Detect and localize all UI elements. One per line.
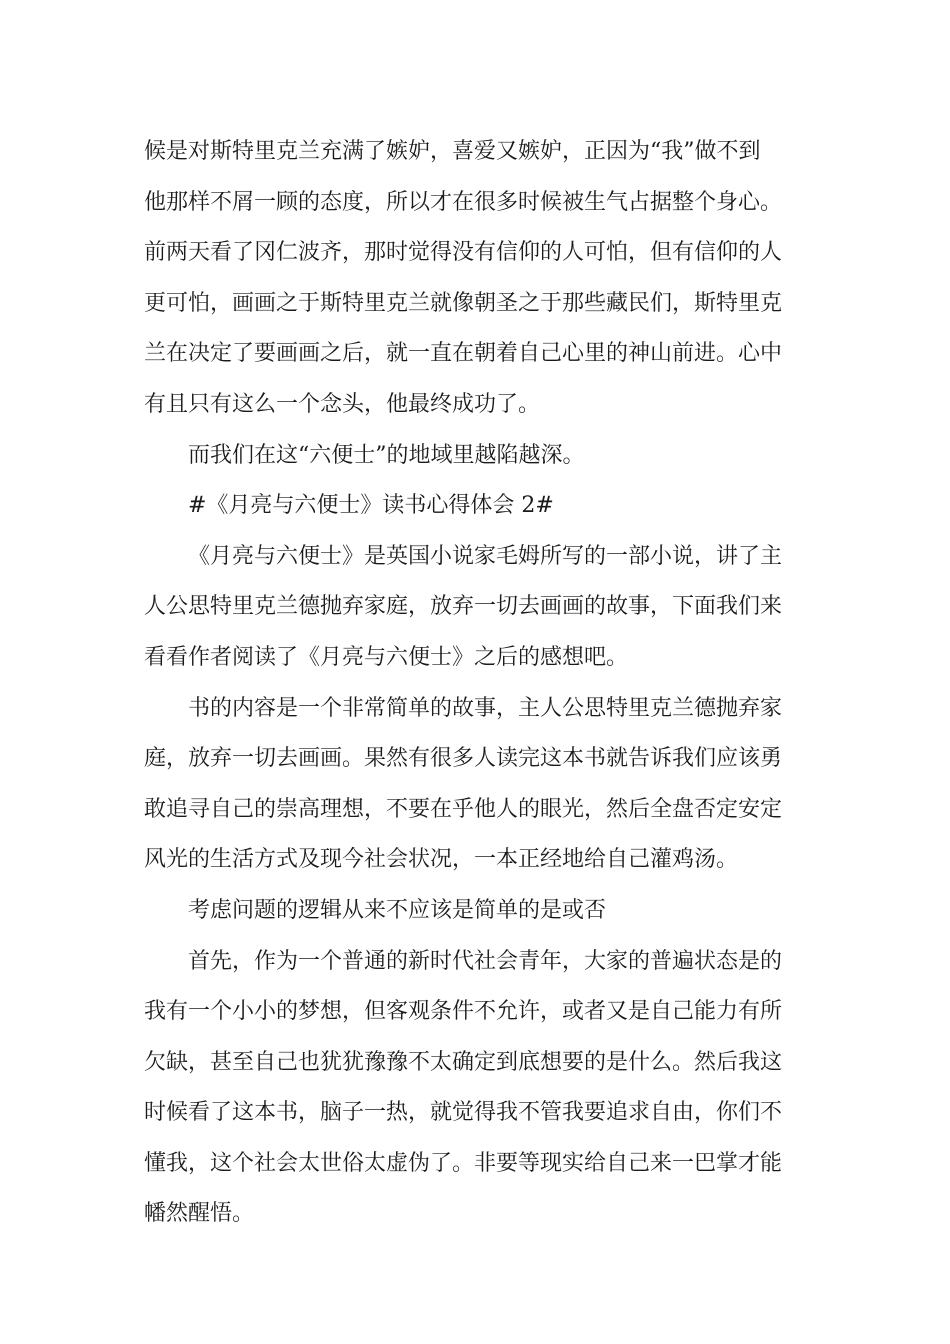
paragraph-2 [144, 431, 808, 482]
text-line: 有且只有这么一个念头，他最终成功了。 [144, 391, 541, 417]
paragraph-7 [144, 937, 808, 1241]
text-line: 候是对斯特里克兰充满了嫉妒，喜爱又嫉妒，正因为“我”做不到 [144, 139, 761, 164]
text-line: 而我们在这“六便士”的地域里越陷越深。 [188, 442, 585, 468]
text-line: 我有一个小小的梦想，但客观条件不允许，或者又是自己能力有所 [144, 999, 783, 1025]
text-line: 幡然醒悟。 [144, 1201, 255, 1227]
text-line: 他那样不屑一顾的态度，所以才在很多时候被生气占据整个身心。 [144, 189, 783, 215]
text-line: 《月亮与六便士》是英国小说家毛姆所写的一部小说，讲了主 [188, 543, 783, 569]
paragraph-1 [144, 127, 808, 431]
text-line: 庭，放弃一切去画画。果然有很多人读完这本书就告诉我们应该勇 [144, 746, 783, 772]
text-line: 人公思特里克兰德抛弃家庭，放弃一切去画画的故事，下面我们来 [144, 594, 783, 620]
text-line: 风光的生活方式及现今社会状况，一本正经地给自己灌鸡汤。 [144, 847, 739, 873]
text-line: 敢追寻自己的崇高理想，不要在乎他人的眼光，然后全盘否定安定 [144, 796, 783, 822]
text-line: 书的内容是一个非常简单的故事，主人公思特里克兰德抛弃家 [188, 695, 783, 721]
heading-line: #《月亮与六便士》读书心得体会 2# [188, 493, 554, 519]
text-line: 懂我，这个社会太世俗太虚伪了。非要等现实给自己来一巴掌才能 [144, 1150, 783, 1176]
section-heading [144, 481, 808, 532]
paragraph-5 [144, 684, 808, 886]
text-line: 兰在决定了要画画之后，就一直在朝着自己心里的神山前进。心中 [144, 341, 783, 367]
text-line: 首先，作为一个普通的新时代社会青年，大家的普遍状态是的 [188, 948, 783, 974]
text-line: 时候看了这本书，脑子一热，就觉得我不管我要追求自由，你们不 [144, 1100, 783, 1126]
text-line: 考虑问题的逻辑从来不应该是简单的是或否 [188, 897, 607, 923]
text-line: 前两天看了冈仁波齐，那时觉得没有信仰的人可怕，但有信仰的人 [144, 240, 783, 266]
paragraph-4 [144, 532, 808, 684]
text-line: 看看作者阅读了《月亮与六便士》之后的感想吧。 [144, 644, 629, 670]
paragraph-6 [144, 886, 808, 937]
text-line: 欠缺，甚至自己也犹犹豫豫不太确定到底想要的是什么。然后我这 [144, 1049, 783, 1075]
document-body [144, 127, 808, 1240]
text-line: 更可怕，画画之于斯特里克兰就像朝圣之于那些藏民们，斯特里克 [144, 290, 783, 316]
